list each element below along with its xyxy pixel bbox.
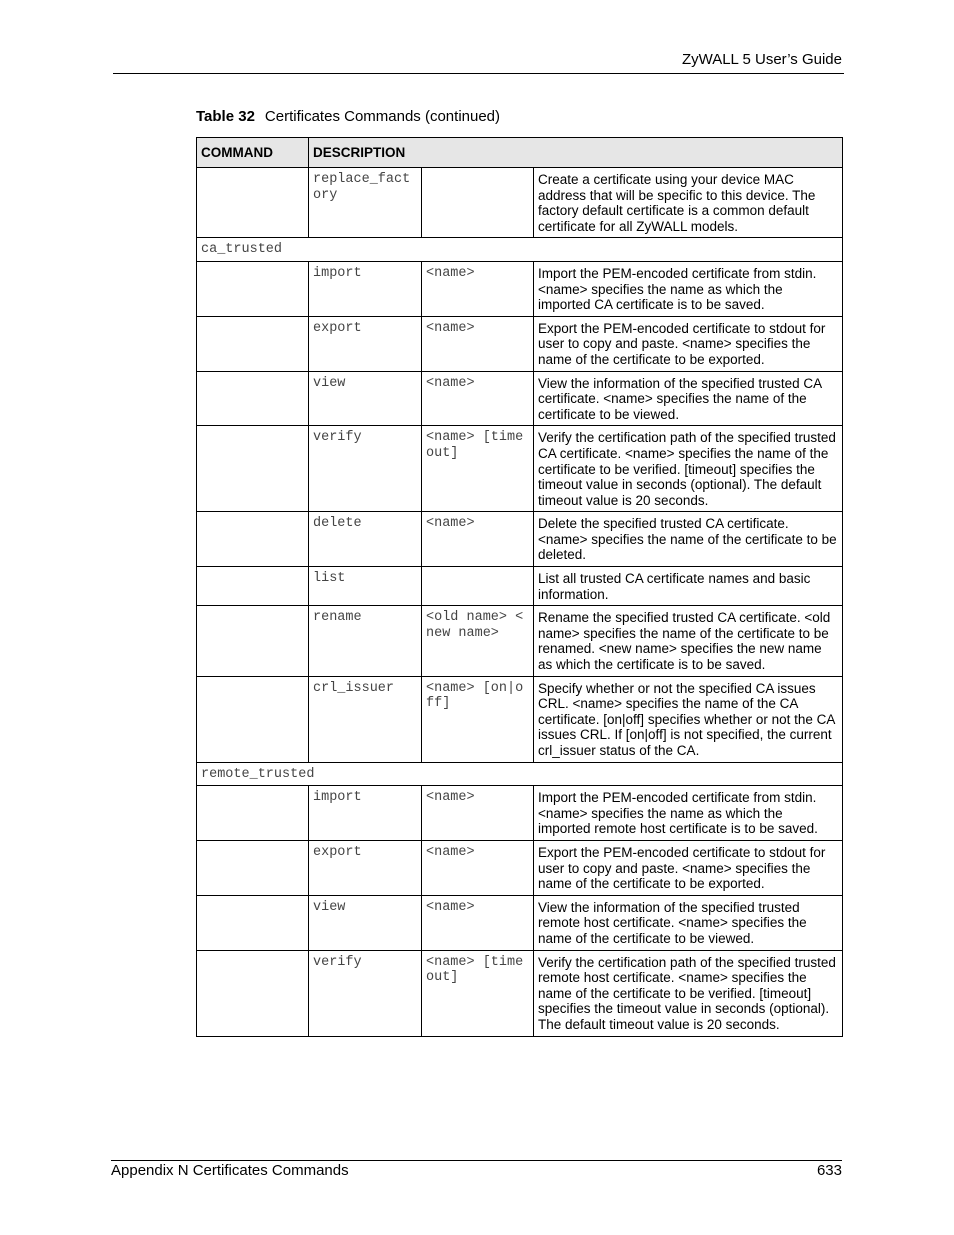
subcommand-cell: crl_issuer (309, 676, 422, 762)
command-cell (197, 261, 309, 316)
command-cell (197, 316, 309, 371)
command-cell (197, 950, 309, 1036)
table-row (197, 371, 843, 426)
command-cell (197, 512, 309, 567)
table-row (197, 950, 843, 1036)
argument-cell: <name> (422, 316, 534, 371)
section-row (197, 762, 843, 786)
command-cell (197, 567, 309, 606)
argument-cell (422, 567, 534, 606)
subcommand-cell: replace_factory (309, 168, 422, 238)
description-cell: Create a certificate using your device MAC address that will be specific to this device. The factory default certificate is a common default certificate for all ZyWALL models. (534, 168, 843, 238)
description-cell: Import the PEM-encoded certificate from stdin. <name> specifies the name as which the imported CA certificate is to be saved. (534, 261, 843, 316)
subcommand-cell: verify (309, 426, 422, 512)
subcommand-cell: rename (309, 606, 422, 676)
footer-page-number: 633 (816, 1162, 842, 1179)
argument-cell: <old name> <new name> (422, 606, 534, 676)
command-cell (197, 426, 309, 512)
table-row (197, 606, 843, 676)
subcommand-cell: import (309, 786, 422, 841)
table-row (197, 512, 843, 567)
argument-cell: <name> [timeout] (422, 950, 534, 1036)
table-row (197, 895, 843, 950)
argument-cell: <name> (422, 261, 534, 316)
description-cell: Rename the specified trusted CA certificate. <old name> specifies the name of the certificate to be renamed. <new name> specifies the new name as which the certificate is to be saved. (534, 606, 843, 676)
command-cell (197, 676, 309, 762)
subcommand-cell: export (309, 316, 422, 371)
certificates-commands-table (196, 137, 843, 1037)
table-row (197, 567, 843, 606)
subcommand-cell: list (309, 567, 422, 606)
argument-cell: <name> (422, 786, 534, 841)
subcommand-cell: verify (309, 950, 422, 1036)
page-header-title: ZyWALL 5 User’s Guide (681, 51, 842, 68)
table-header-row (197, 138, 843, 168)
subcommand-cell: import (309, 261, 422, 316)
argument-cell (422, 168, 534, 238)
subcommand-cell: delete (309, 512, 422, 567)
description-cell: Export the PEM-encoded certificate to stdout for user to copy and paste. <name> specifies the name of the certificate to be exported. (534, 840, 843, 895)
description-cell: List all trusted CA certificate names and basic information. (534, 567, 843, 606)
description-cell: Delete the specified trusted CA certificate. <name> specifies the name of the certificate to be deleted. (534, 512, 843, 567)
argument-cell: <name> (422, 512, 534, 567)
table-row (197, 840, 843, 895)
description-cell: Specify whether or not the specified CA issues CRL. <name> specifies the name of the CA certificate. [on|off] specifies whether or not the CA issues CRL. If [on|off] is not specified, the current crl_issuer status of the CA. (534, 676, 843, 762)
description-cell: Import the PEM-encoded certificate from stdin. <name> specifies the name as which the imported remote host certificate is to be saved. (534, 786, 843, 841)
header-command: COMMAND (197, 138, 309, 168)
table-caption-label: Table 32 (196, 108, 255, 125)
command-cell (197, 371, 309, 426)
argument-cell: <name> [timeout] (422, 426, 534, 512)
header-description: DESCRIPTION (309, 138, 843, 168)
table-row (197, 676, 843, 762)
table-row (197, 261, 843, 316)
description-cell: Verify the certification path of the specified trusted CA certificate. <name> specifies the name of the certificate to be verified. [timeout] specifies the timeout value in seconds (optional). The default timeout value is 20 seconds. (534, 426, 843, 512)
table-row (197, 786, 843, 841)
argument-cell: <name> (422, 840, 534, 895)
subcommand-cell: view (309, 371, 422, 426)
header-divider (113, 73, 844, 74)
command-cell (197, 606, 309, 676)
table-row (197, 426, 843, 512)
argument-cell: <name> (422, 371, 534, 426)
table-row (197, 316, 843, 371)
section-row (197, 238, 843, 262)
description-cell: View the information of the specified trusted CA certificate. <name> specifies the name of the certificate to be viewed. (534, 371, 843, 426)
footer-divider (111, 1160, 842, 1161)
command-cell (197, 895, 309, 950)
command-cell (197, 840, 309, 895)
table-row (197, 168, 843, 238)
description-cell: View the information of the specified trusted remote host certificate. <name> specifies the name of the certificate to be viewed. (534, 895, 843, 950)
footer-section-title: Appendix N Certificates Commands (111, 1162, 349, 1179)
table-caption-text: Certificates Commands (continued) (264, 108, 501, 125)
table-caption (196, 108, 500, 126)
command-cell (197, 786, 309, 841)
section-command: ca_trusted (197, 238, 843, 262)
argument-cell: <name> (422, 895, 534, 950)
subcommand-cell: view (309, 895, 422, 950)
description-cell: Export the PEM-encoded certificate to stdout for user to copy and paste. <name> specifies the name of the certificate to be exported. (534, 316, 843, 371)
subcommand-cell: export (309, 840, 422, 895)
description-cell: Verify the certification path of the specified trusted remote host certificate. <name> specifies the name of the certificate to be verified. [timeout] specifies the timeout value in seconds (optional). The default timeout value is 20 seconds. (534, 950, 843, 1036)
table-body (197, 168, 843, 1037)
section-command: remote_trusted (197, 762, 843, 786)
argument-cell: <name> [on|off] (422, 676, 534, 762)
command-cell (197, 168, 309, 238)
